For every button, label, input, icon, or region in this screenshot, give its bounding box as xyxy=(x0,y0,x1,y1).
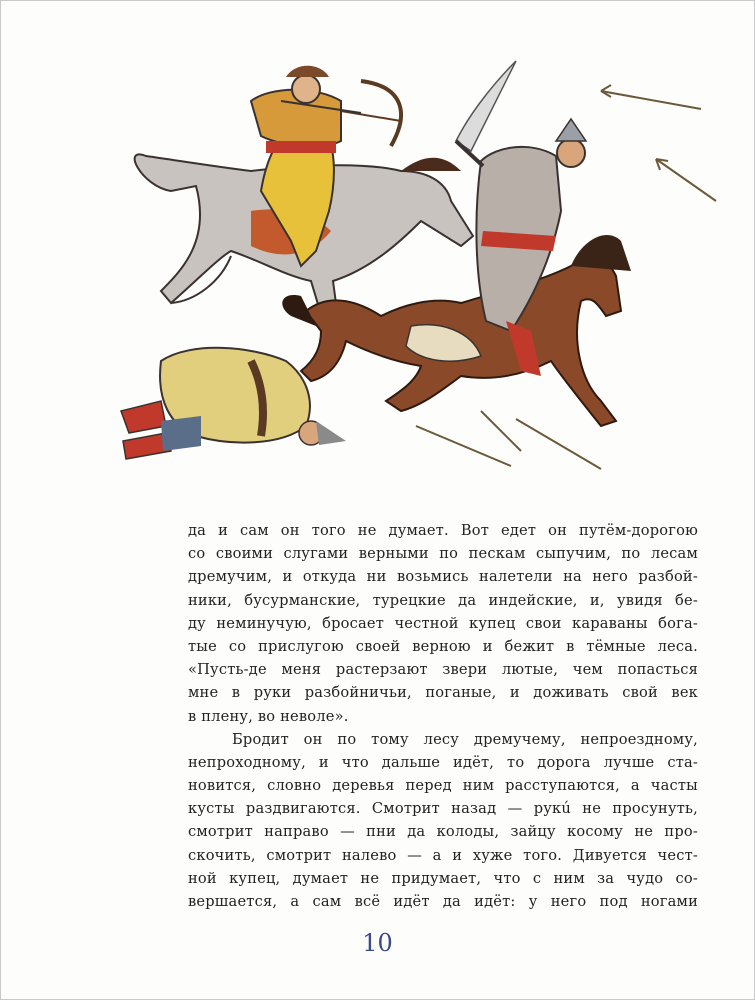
text-line: со своими слугами верными по пескам сыпучим, по лесам xyxy=(188,545,698,563)
arrow-icon xyxy=(601,85,701,109)
arrow-icon xyxy=(656,159,716,201)
text-line: смотрит направо — пни да колоды, зайцу косому не про- xyxy=(188,823,698,841)
arrow-icon xyxy=(416,411,601,469)
text-line: тые со прислугою своей верною и бежит в тёмные леса. xyxy=(188,637,698,655)
paragraph xyxy=(188,728,698,914)
battle-illustration xyxy=(101,41,721,471)
text-line: ной купец, думает не придумает, что с ним за чудо со- xyxy=(188,869,698,887)
text-line: вершается, а сам всё идёт да идёт: у него под ногами xyxy=(188,893,698,910)
story-text xyxy=(188,519,698,913)
text-line: ду неминучую, бросает честной купец свои караваны бога- xyxy=(188,614,698,632)
text-line: «Пусть-де меня растерзают звери лютые, чем попасться xyxy=(188,661,698,679)
text-line: ники, бусурманские, турецкие да индейские, и, увидя бе- xyxy=(188,591,698,609)
text-line: кусты раздвигаются. Смотрит назад — рукú не просунуть, xyxy=(188,800,698,818)
text-line: новится, словно деревья перед ним расступаются, а часты xyxy=(188,777,698,795)
text-line: скочить, смотрит налево — а и хуже того. Дивуется чест- xyxy=(188,846,698,864)
text-line: в плену, во неволе». xyxy=(188,707,349,725)
text-line: Бродит он по тому лесу дремучему, непроездному, xyxy=(232,730,698,748)
text-line: непроходному, и что дальше идёт, то дорога лучше ста- xyxy=(188,753,698,771)
text-line: да и сам он того не думает. Вот едет он путём-дорогою xyxy=(188,522,698,539)
text-line: дремучим, и откуда ни возьмись налетели на него разбой- xyxy=(188,568,698,586)
text-line: мне в руки разбойничьи, поганые, и доживать свой век xyxy=(188,684,698,702)
page-number: 10 xyxy=(362,929,393,957)
paragraph xyxy=(188,519,698,728)
